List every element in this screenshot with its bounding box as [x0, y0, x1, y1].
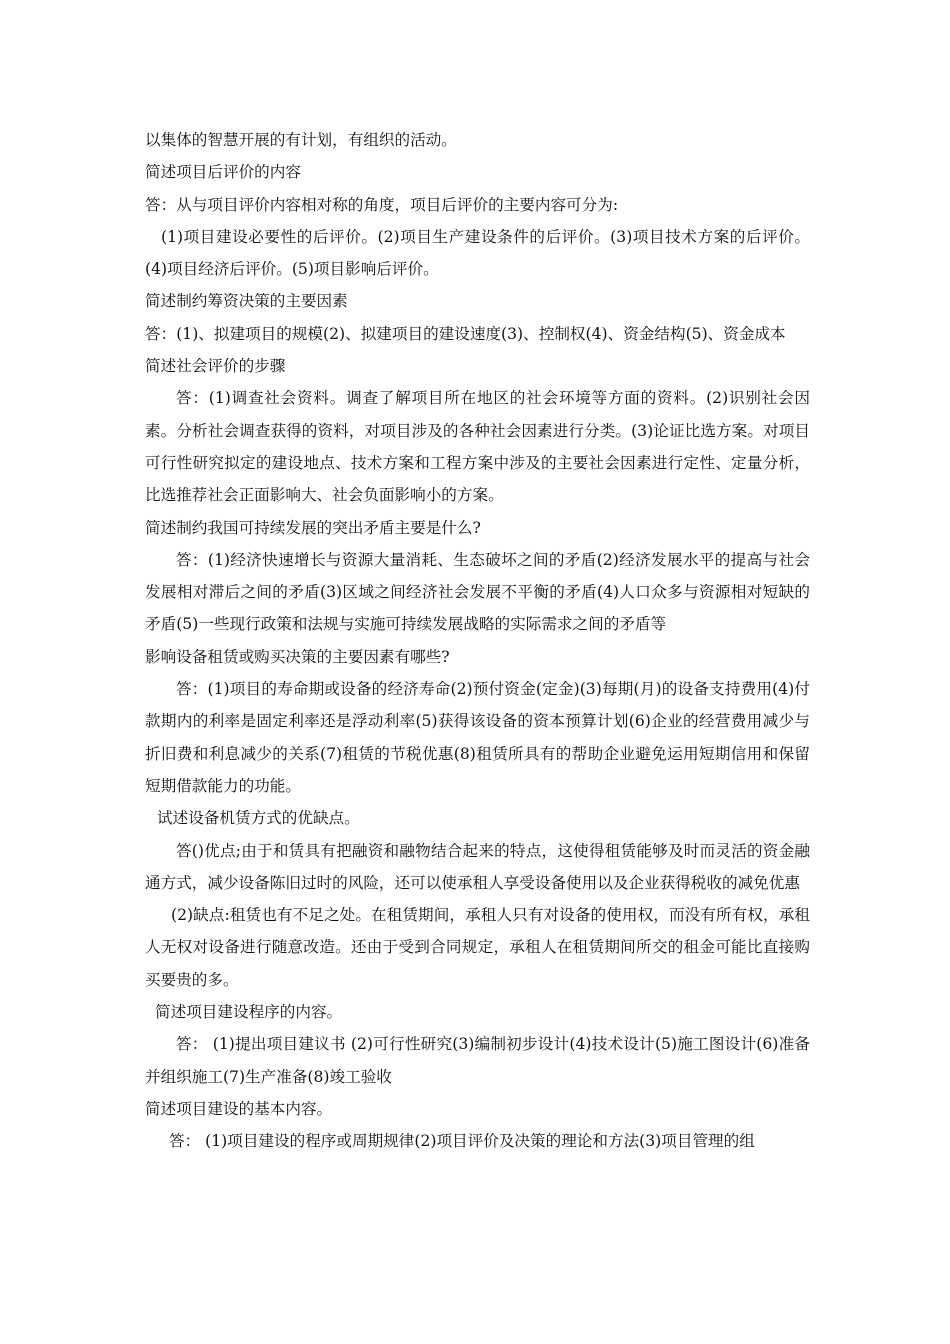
question-construction-procedure: 简述项目建设程序的内容。 — [155, 1003, 343, 1022]
answer-social-evaluation: 答：(1)调查社会资料。调查了解项目所在地区的社会环境等方面的资料。(2)识别社会因素。分析社会调查获得的资料，对项目涉及的各种社会因素进行分类。(3)论证比选方案。对项目可行性研究拟定的建设地点、技术方案和工程方案中涉及的主要社会因素进行定性、定量分析，比选推荐社会正面影响大、社会负面影响小的方案。 — [145, 389, 810, 505]
question-sustainable-development: 简述制约我国可持续发展的突出矛盾主要是什么? — [145, 518, 481, 537]
answer-construction-procedure: 答： (1)提出项目建议书 (2)可行性研究(3)编制初步设计(4)技术设计(5)施工图设计(6)准备并组织施工(7)生产准备(8)竣工验收 — [145, 1035, 810, 1086]
question-lease-or-buy: 影响设备租赁或购买决策的主要因素有哪些? — [145, 647, 450, 666]
answer-financing-factors: 答：(1)、拟建项目的规模(2)、拟建项目的建设速度(3)、控制权(4)、资金结构(5)、资金成本 — [145, 324, 786, 343]
answer-leasing-pros: 答()优点;由于和赁具有把融资和融物结合起来的特点，这使得租赁能够及时而灵活的资金融通方式，减少设备陈旧过时的风险，还可以使承租人享受设备使用以及企业获得税收的减免优惠 — [145, 841, 810, 892]
question-social-evaluation: 简述社会评价的步骤 — [145, 357, 286, 376]
answer-sustainable-development: 答：(1)经济快速增长与资源大量消耗、生态破坏之间的矛盾(2)经济发展水平的提高与社会发展相对滞后之间的矛盾(3)区域之间经济社会发展不平衡的矛盾(4)人口众多与资源相对短缺的矛盾(5)一些现行政策和法规与实施可持续发展战略的实际需求之间的矛盾等 — [145, 550, 810, 634]
question-post-evaluation: 简述项目后评价的内容 — [145, 163, 301, 182]
answer-post-evaluation-intro: 答：从与项目评价内容相对称的角度，项目后评价的主要内容可分为: — [145, 195, 619, 214]
answer-post-evaluation-list: (1)项目建设必要性的后评价。(2)项目生产建设条件的后评价。(3)项目技术方案的后评价。(4)项目经济后评价。(5)项目影响后评价。 — [145, 227, 810, 279]
document-page — [145, 124, 810, 1158]
answer-construction-content: 答： (1)项目建设的程序或周期规律(2)项目评价及决策的理论和方法(3)项目管理的组 — [169, 1132, 755, 1151]
question-financing-factors: 简述制约筹资决策的主要因素 — [145, 292, 348, 311]
question-leasing-pros-cons: 试述设备机赁方式的优缺点。 — [157, 809, 360, 828]
paragraph-intro: 以集体的智慧开展的有计划，有组织的活动。 — [145, 131, 457, 149]
answer-lease-or-buy: 答：(1)项目的寿命期或设备的经济寿命(2)预付资金(定金)(3)每期(月)的设备支持费用(4)付款期内的利率是固定利率还是浮动利率(5)获得该设备的资本预算计划(6)企业的经营费用减少与折旧费和利息减少的关系(7)租赁的节税优惠(8)租赁所具有的帮助企业避免运用短期信用和保留短期借款能力的功能。 — [145, 680, 810, 795]
answer-leasing-cons: (2)缺点:租赁也有不足之处。在租赁期间，承租人只有对设备的使用权，而没有所有权，承租人无权对设备进行随意改造。还由于受到合同规定，承租人在租赁期间所交的租金可能比直接购买要贵的多。 — [145, 906, 810, 989]
question-construction-content: 简述项目建设的基本内容。 — [145, 1099, 333, 1118]
